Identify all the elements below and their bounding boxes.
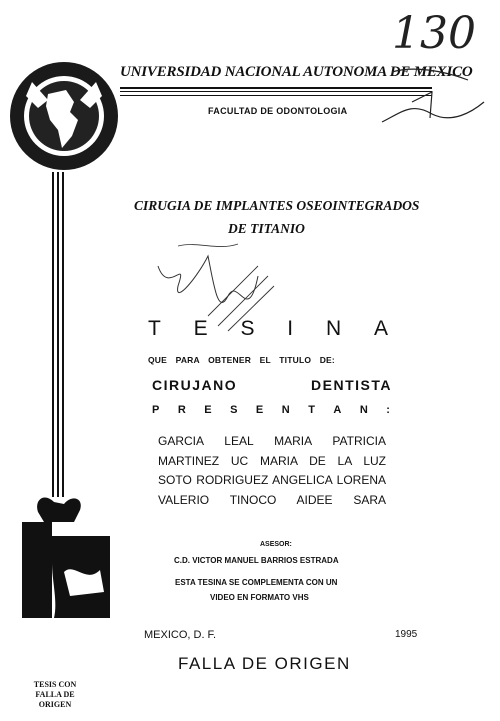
tesis-con-line1: TESIS CON: [33, 680, 77, 689]
degree-title: [152, 377, 392, 393]
present-letter: N: [281, 404, 290, 416]
present-letter: E: [204, 404, 212, 416]
left-vertical-bars: [52, 172, 66, 497]
thesis-letter: N: [325, 317, 342, 340]
faculty-logo: [14, 492, 118, 622]
thesis-letter: I: [287, 317, 294, 340]
falla-de-origen-stamp: FALLA DE ORIGEN: [178, 654, 351, 673]
present-letter: :: [386, 404, 390, 416]
author-name: MARTINEZ UC MARIA DE LA LUZ: [158, 453, 386, 468]
author-name: SOTO RODRIGUEZ ANGELICA LORENA: [158, 473, 386, 487]
thesis-letter: S: [240, 317, 255, 340]
author-name: VALERIO TINOCO AIDEE SARA: [158, 492, 386, 507]
author-name: GARCIA LEAL MARIA PATRICIA: [158, 434, 386, 448]
place: MEXICO, D. F.: [144, 629, 217, 641]
present-letter: T: [308, 404, 315, 416]
handwritten-scribble-icon: [372, 62, 492, 132]
thesis-letter: T: [148, 317, 161, 340]
thesis-title-line2: DE TITANIO: [228, 221, 305, 236]
obtain-title-text: QUE PARA OBTENER EL TITULO DE:: [148, 355, 335, 365]
present-letter: S: [230, 404, 238, 416]
faculty-name: FACULTAD DE ODONTOLOGIA: [208, 106, 348, 116]
thesis-title-line1: CIRUGIA DE IMPLANTES OSEOINTEGRADOS: [134, 198, 420, 213]
degree-word: CIRUJANO: [152, 377, 238, 393]
present-letter: E: [255, 404, 264, 416]
degree-word: DENTISTA: [311, 377, 392, 393]
university-name: UNIVERSIDAD NACIONAL AUTONOMA DE MEXICO: [120, 64, 473, 80]
present-letter: N: [359, 404, 368, 416]
advisor-name: C.D. VICTOR MANUEL BARRIOS ESTRADA: [174, 556, 339, 565]
present-letter: A: [333, 404, 342, 416]
present-label: [152, 404, 390, 416]
present-letter: P: [152, 404, 160, 416]
advisor-heading: ASESOR:: [260, 541, 292, 548]
tesis-con-falla-label: [27, 680, 83, 710]
complement-note-line1: ESTA TESINA SE COMPLEMENTA CON UN: [175, 578, 338, 587]
year: 1995: [395, 629, 418, 640]
thesis-letter: E: [193, 317, 208, 340]
thesis-label: [148, 317, 388, 341]
complement-note-line2: VIDEO EN FORMATO VHS: [210, 593, 309, 602]
handwritten-number: 130: [392, 8, 476, 59]
tesis-con-line2: FALLA DE ORIGEN: [35, 690, 75, 709]
present-letter: R: [177, 404, 186, 416]
author-list: [158, 432, 386, 510]
thesis-letter: A: [373, 317, 388, 340]
unam-seal: [8, 60, 120, 172]
